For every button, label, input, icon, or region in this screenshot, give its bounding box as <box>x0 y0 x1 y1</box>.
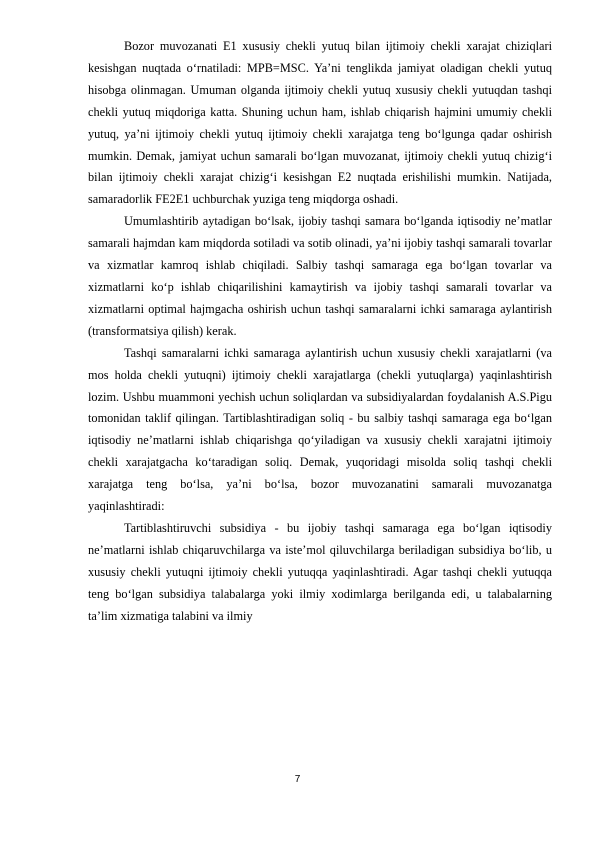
page-number: 7 <box>294 774 301 785</box>
paragraph-market-equilibrium: Bozor muvozanati E1 xususiy chekli yutuq bilan ijtimoiy chekli xarajat chiziqlari kesishgan nuqtada o‘rnatiladi: MPB=MSC. Ya’ni tenglikda jamiyat oladigan chekli yutuq hisobga olinmagan. Umuman olganda ijtimoiy chekli yutuq xususiy chekli yutuqdan tashqi chekli yutuq miqdoriga katta. Shuning uchun ham, ishlab chiqarish hajmini umumiy chekli yutuq, ya’ni ijtimoiy chekli yutuq ijtimoiy chekli xarajatga teng bo‘lgunga qadar oshirish mumkin. Demak, jamiyat uchun samarali bo‘lgan muvozanat, ijtimoiy chekli yutuq chizig‘i bilan ijtimoiy chekli xarajat chizig‘i kesishgan E2 nuqtada erishilishi mumkin. Natijada, samaradorlik FE2E1 uchburchak yuziga teng miqdorga oshadi. <box>88 39 552 207</box>
paragraph-pigou-subsidy: Tartiblashtiruvchi subsidiya - bu ijobiy tashqi samaraga ega bo‘lgan iqtisodiy ne’matlarni ishlab chiqaruvchilarga va iste’mol qiluvchilarga beriladigan subsidiya bo‘lib, u xususiy chekli yutuqni ijtimoiy chekli yutuqqa yaqinlashtiradi. Agar tashqi chekli yutuqqa teng bo‘lgan subsidiya talabalarga yoki ilmiy xodimlarga berilganda edi, u talabalarning ta’lim xizmatiga talabini va ilmiy <box>88 520 552 623</box>
paragraph-pigou-tax: Tashqi samaralarni ichki samaraga aylantirish uchun xususiy chekli xarajatlarni (va mos holda chekli yutuqni) ijtimoiy chekli xarajatlarga (chekli yutuqlarga) yaqinlashtirish lozim. Ushbu muammoni yechish uchun soliqlardan va subsidiyalardan foydalanish A.S.Pigu tomonidan taklif qilingan. Tartiblashtiradigan soliq - bu salbiy tashqi samaraga ega bo‘lgan iqtisodiy ne’matlarni ishlab chiqarishga qo‘yiladigan va xususiy chekli xarajatni ijtimoiy chekli xarajatgacha ko‘taradigan soliq. Demak, yuqoridagi misolda soliq tashqi chekli xarajatga teng bo‘lsa, ya’ni bo‘lsa, bozor muvozanatini samarali muvozanatga yaqinlashtiradi: <box>88 345 552 514</box>
document-body <box>88 36 552 627</box>
paragraph-positive-externality-summary: Umumlashtirib aytadigan bo‘lsak, ijobiy tashqi samara bo‘lganda iqtisodiy ne’matlar samarali hajmdan kam miqdorda sotiladi va sotib olinadi, ya’ni ijobiy tashqi samarali tovarlar va xizmatlar kamroq ishlab chiqiladi. Salbiy tashqi samaraga ega bo‘lgan tovarlar va xizmatlarni ko‘p ishlab chiqarilishini kamaytirish va ijobiy tashqi samarali tovarlar va xizmatlarni optimal hajmgacha oshirish uchun tashqi samaralarni ichki samaraga aylantirish (transformatsiya qilish) kerak. <box>88 214 552 338</box>
